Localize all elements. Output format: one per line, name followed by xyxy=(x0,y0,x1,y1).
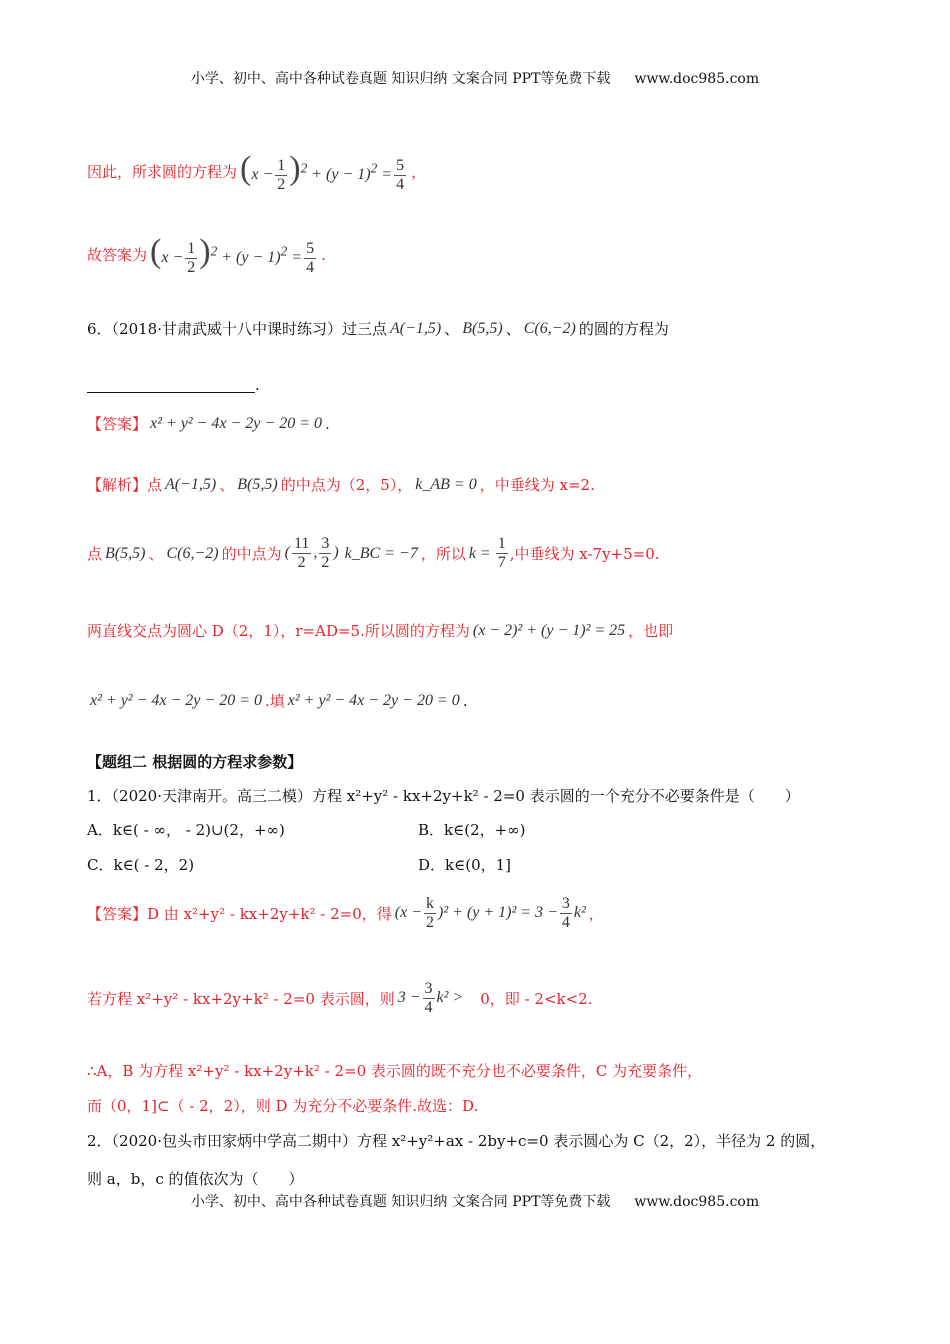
text-span: 2 xyxy=(210,243,218,259)
text-span: 2 xyxy=(280,243,288,259)
text-span: 【答案】 xyxy=(87,905,148,923)
text-span: x² + y² − 4x − 2y − 20 = 0 xyxy=(287,691,460,709)
text-span: 2．（2020·包头市田家炳中学高二期中）方程 x²+y²+ax - 2by+c=0 表示圆心为 C（2，2），半径为 2 的圆， xyxy=(87,1132,826,1150)
solution-line-2: 点 B(5,5) 、 C(6,−2) 的中点为 ( $\frac{11}{2}$ , $\frac{3}{2}$ ) k_BC = −7 ，所以 k = $\frac{1}{7}$ ,中垂线为 x-7y+5=0. xyxy=(87,535,660,571)
answer-1-line-2 xyxy=(87,980,592,1017)
footer-text: 小学、初中、高中各种试卷真题 知识归纳 文案合同 PPT等免费下载 xyxy=(190,1194,611,1210)
text-span: A(−1,5) xyxy=(165,475,217,493)
text-span: 3 xyxy=(561,895,570,912)
text-span: 2 xyxy=(300,160,308,176)
text-span: B．k∈(2，+∞) xyxy=(418,821,526,839)
text-span: 5 xyxy=(396,156,405,174)
text-span: 的圆的方程为 xyxy=(578,320,669,338)
text-span: 点 xyxy=(87,545,103,563)
text-span: ∴A，B 为方程 x²+y² - kx+2y+k² - 2=0 表示圆的既不充分也不必要条件，C 为充要条件， xyxy=(87,1062,703,1080)
text-span: 的中点为 xyxy=(221,545,282,563)
group-title xyxy=(87,751,302,772)
question-2-line-2 xyxy=(87,1168,303,1189)
text-span: 若方程 x²+y² - kx+2y+k² - 2=0 表示圆，则 xyxy=(87,990,395,1008)
header-text: 小学、初中、高中各种试卷真题 知识归纳 文案合同 PPT等免费下载 xyxy=(190,71,611,87)
text-span: x² + y² − 4x − 2y − 20 = 0 xyxy=(150,414,322,432)
text: 故答案为 xyxy=(87,246,148,265)
page-header xyxy=(0,68,950,88)
text-span: 7 xyxy=(497,554,506,571)
answer-6 xyxy=(87,413,330,434)
text-span: B(5,5) xyxy=(237,475,278,493)
header-url: www.doc985.com xyxy=(634,71,760,87)
text-span: k² xyxy=(573,904,586,922)
text-span: 6．（2018·甘肃武威十八中课时练习）过三点 xyxy=(87,320,387,338)
text-span: 2 xyxy=(277,175,286,193)
text-span: 3 xyxy=(321,535,330,552)
text-span: 、 xyxy=(148,545,164,563)
text-span: 2 xyxy=(297,554,306,571)
text-span: .填 xyxy=(264,692,285,710)
text-span: 、 xyxy=(505,320,521,338)
text-span: 0，即 - 2<k<2. xyxy=(480,990,593,1008)
text-span: k² > xyxy=(436,989,464,1007)
conclusion-line xyxy=(87,150,426,194)
text-span: 4 xyxy=(396,175,405,193)
text-span: 5 xyxy=(306,239,315,257)
text-span: 2 xyxy=(426,914,435,931)
text-span: x − xyxy=(251,166,274,183)
text-span: 2 xyxy=(370,160,378,176)
text-span: . xyxy=(255,376,260,394)
text-span: C(6,−2) xyxy=(523,319,576,337)
text-span: 2 xyxy=(187,258,196,276)
text-span: A(−1,5) xyxy=(390,319,442,337)
text-span: B(5,5) xyxy=(105,544,146,562)
answer-1-line-3 xyxy=(87,1060,702,1081)
text-span: 11 xyxy=(293,535,310,552)
question-1 xyxy=(87,785,800,806)
text-span: 4 xyxy=(306,258,315,276)
text-span: k xyxy=(426,895,435,912)
text-span: 3 xyxy=(424,980,433,997)
text-span: 【题组二 根据圆的方程求参数】 xyxy=(87,753,303,771)
question-6 xyxy=(87,318,669,339)
text-span: ，也即 xyxy=(628,622,674,640)
text-span: + (y − 1) xyxy=(311,166,371,183)
question-2 xyxy=(87,1130,825,1151)
text-span: 1 xyxy=(277,156,286,174)
options-row-2 xyxy=(87,854,867,875)
text-span: C(6,−2) xyxy=(166,544,219,562)
text-span: ,中垂线为 x-7y+5=0. xyxy=(509,545,660,563)
text-span: k = xyxy=(468,544,491,562)
answer-1-line-4 xyxy=(87,1095,478,1116)
text-span: (x − 2)² + (y − 1)² = 25 xyxy=(472,621,626,639)
text-span: 2 xyxy=(321,554,330,571)
text-span: k_AB = 0 xyxy=(415,475,477,493)
text-span: 、 xyxy=(219,476,235,494)
text-span: A．k∈( - ∞， - 2)∪(2，+∞) xyxy=(87,821,285,839)
solution-line-3 xyxy=(87,620,673,641)
text-span: . xyxy=(321,245,326,264)
page-footer xyxy=(0,1191,950,1211)
text-span: 则 a，b，c 的值依次为（ ） xyxy=(87,1170,304,1188)
text-span: 而（0，1]⊂（ - 2，2），则 D 为充分不必要条件.故选：D. xyxy=(87,1097,479,1115)
text-span: D．k∈(0，1] xyxy=(418,856,512,874)
text-span: ， xyxy=(588,905,604,923)
text-span: 两直线交点为圆心 D（2，1），r=AD=5.所以圆的方程为 xyxy=(87,622,470,640)
text-span: 的中点为（2，5）， xyxy=(280,476,413,494)
text-span: x² + y² − 4x − 2y − 20 = 0 xyxy=(90,691,262,709)
text-span: + (y − 1) xyxy=(221,249,281,266)
text-span: 1 xyxy=(497,535,506,552)
text: 因此，所求圆的方程为 xyxy=(87,163,238,182)
text-span: D 由 x²+y² - kx+2y+k² - 2=0，得 xyxy=(147,905,392,923)
text-span: 3 − xyxy=(397,989,421,1007)
text-span: 1 xyxy=(187,239,196,257)
options-row-1 xyxy=(87,819,867,840)
text-span: 【解析】点 xyxy=(87,476,163,494)
solution-line-1 xyxy=(87,474,595,495)
text-span: 1．（2020·天津南开。高三二模）方程 x²+y² - kx+2y+k² - 2=0 表示圆的一个充分不必要条件是（ ） xyxy=(87,787,800,805)
text-span: x − xyxy=(161,249,184,266)
text-span: C．k∈( - 2，2) xyxy=(87,856,195,874)
text-span: 【答案】 xyxy=(87,415,148,433)
text-span: (x − xyxy=(394,904,423,922)
footer-url: www.doc985.com xyxy=(634,1194,760,1210)
text-span: ， xyxy=(411,163,427,182)
text-span: . xyxy=(462,691,468,710)
text-span: 4 xyxy=(561,914,570,931)
text-span: 4 xyxy=(424,999,433,1016)
answer-blank xyxy=(87,376,260,394)
text-span: B(5,5) xyxy=(462,319,503,337)
text-span: = xyxy=(291,249,303,266)
answer-line xyxy=(87,233,326,277)
equation: (x − $\frac{1}{2}$ )$^2 + (y - 1)^2$ = $\frac{5}{4}$ xyxy=(150,233,315,276)
text-span: = xyxy=(381,166,393,183)
text-span: k_BC = −7 xyxy=(344,544,418,562)
text-span: . xyxy=(325,414,330,433)
text-span: )² + (y + 1)² = 3 − xyxy=(438,904,558,922)
equation: (x − $\frac{1}{2}$ )$^2 + (y - 1)^2$ = $\frac{5}{4}$ xyxy=(240,150,405,193)
text-span: ，中垂线为 x=2. xyxy=(479,476,595,494)
text-span: ，所以 xyxy=(420,545,466,563)
solution-line-4 xyxy=(87,690,468,711)
answer-1 xyxy=(87,895,604,932)
text-span: 、 xyxy=(444,320,460,338)
